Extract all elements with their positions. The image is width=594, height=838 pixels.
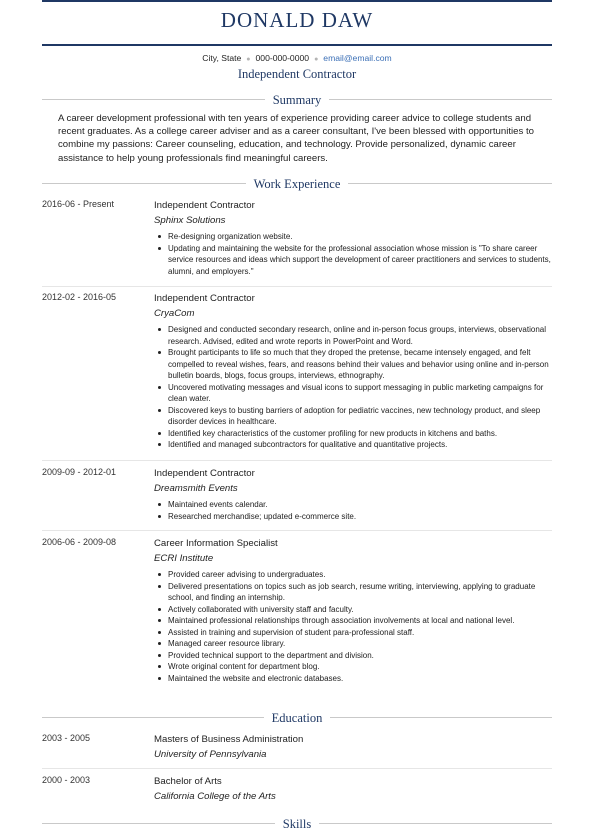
separator-dot-icon: ● (246, 56, 251, 63)
entry-bullets (154, 569, 552, 684)
section-title-education: Education (264, 711, 331, 725)
section-header-summary (42, 91, 552, 107)
entry-school: California College of the Arts (154, 791, 276, 802)
top-rule (42, 0, 552, 2)
entry-dates: 2016-06 - Present (42, 199, 115, 209)
bullet-item: Wrote original content for department blog. (168, 661, 552, 673)
bullet-item: Discovered keys to busting barriers of adoption for pediatric vaccines, new technology product, and sleep disorder devices in healthcare. (168, 405, 552, 428)
entry-company: ECRI Institute (154, 553, 214, 564)
contact-location: City, State (202, 53, 242, 63)
entry-title: Independent Contractor (154, 468, 255, 479)
name-underline (42, 44, 552, 46)
bullet-item: Provided career advising to undergraduates. (168, 569, 552, 581)
bullet-item: Brought participants to life so much that they droped the pretense, became intensely engaged, and felt compelled to reveal wishes, fears, and reasons behind their values and behavior using online and in-person bulletin boards, blogs, focus groups, interviews, ethnography. (168, 347, 552, 382)
professional-headline: Independent Contractor (237, 67, 357, 81)
entry-divider (42, 286, 552, 287)
bullet-item: Delivered presentations on topics such as job search, resume writing, interviewing, applying to graduate school, and finding an internship. (168, 581, 552, 604)
entry-degree: Masters of Business Administration (154, 734, 304, 745)
entry-title: Independent Contractor (154, 293, 255, 304)
entry-title: Independent Contractor (154, 200, 255, 211)
entry-company: Sphinx Solutions (154, 215, 226, 226)
entry-bullets (154, 324, 552, 451)
entry-bullets (154, 231, 552, 277)
entry-title: Career Information Specialist (154, 538, 278, 549)
entry-dates: 2003 - 2005 (42, 733, 91, 743)
separator-dot-icon: ● (314, 56, 319, 63)
entry-dates: 2006-06 - 2009-08 (42, 537, 117, 547)
bullet-item: Actively collaborated with university staff and faculty. (168, 604, 552, 616)
summary-text: A career development professional with ten years of experience providing career advice to college students and recent graduates. As a college career adviser and as a career consultant, I've been blessed with opportunities to combine my passions: Career counseling, education, and technology. Provide personalized, dynamic career assistance to help young professionals find meaningful careers. (58, 113, 534, 164)
bullet-item: Researched merchandise; updated e-commerce site. (168, 511, 552, 523)
section-title-skills: Skills (275, 817, 320, 831)
entry-dates: 2009-09 - 2012-01 (42, 467, 117, 477)
bullet-item: Identified key characteristics of the customer profiling for new products in kitchens and baths. (168, 428, 552, 440)
entry-dates: 2012-02 - 2016-05 (42, 292, 117, 302)
section-header-experience (42, 175, 552, 191)
entry-dates: 2000 - 2003 (42, 775, 91, 785)
bullet-item: Provided technical support to the department and division. (168, 650, 552, 662)
bullet-item: Identified and managed subcontractors for qualitative and quantitative projects. (168, 439, 552, 451)
contact-phone: 000-000-0000 (255, 53, 310, 63)
contact-email-link[interactable]: email@email.com (323, 53, 392, 63)
bullet-item: Updating and maintaining the website for the professional association whose mission is "To share career service resources and ideas which support the development of career practitioners and services to students, alumni, and employers." (168, 243, 551, 276)
bullet-item: Designed and conducted secondary research, online and in-person focus groups, interviews, observational research. Advised, edited and wrote reports in PowerPoint and Word. (168, 324, 552, 347)
entry-divider (42, 460, 552, 461)
entry-degree: Bachelor of Arts (154, 776, 222, 787)
bullet-item: Maintained the website and electronic databases. (168, 673, 552, 685)
entry-company: CryaCom (154, 308, 195, 319)
bullet-item: Uncovered motivating messages and visual icons to support messaging in public marketing campaigns for clean water. (168, 382, 552, 405)
section-header-education (42, 709, 552, 725)
section-title-experience: Work Experience (246, 177, 349, 191)
bullet-item: Maintained events calendar. (168, 499, 552, 511)
bullet-item: Re-designing organization website. (168, 231, 552, 243)
entry-divider (42, 768, 552, 769)
candidate-name: DONALD DAW (220, 8, 374, 32)
bullet-item: Managed career resource library. (168, 638, 552, 650)
entry-company: Dreamsmith Events (154, 483, 238, 494)
entry-bullets (154, 499, 552, 522)
entry-divider (42, 530, 552, 531)
entry-school: University of Pennsylvania (154, 749, 267, 760)
bullet-item: Maintained professional relationships through association involvements at local and national level. (168, 615, 552, 627)
section-title-summary: Summary (265, 93, 330, 107)
section-header-skills (42, 815, 552, 831)
bullet-item: Assisted in training and supervision of student para-professional staff. (168, 627, 552, 639)
contact-line (0, 53, 594, 63)
